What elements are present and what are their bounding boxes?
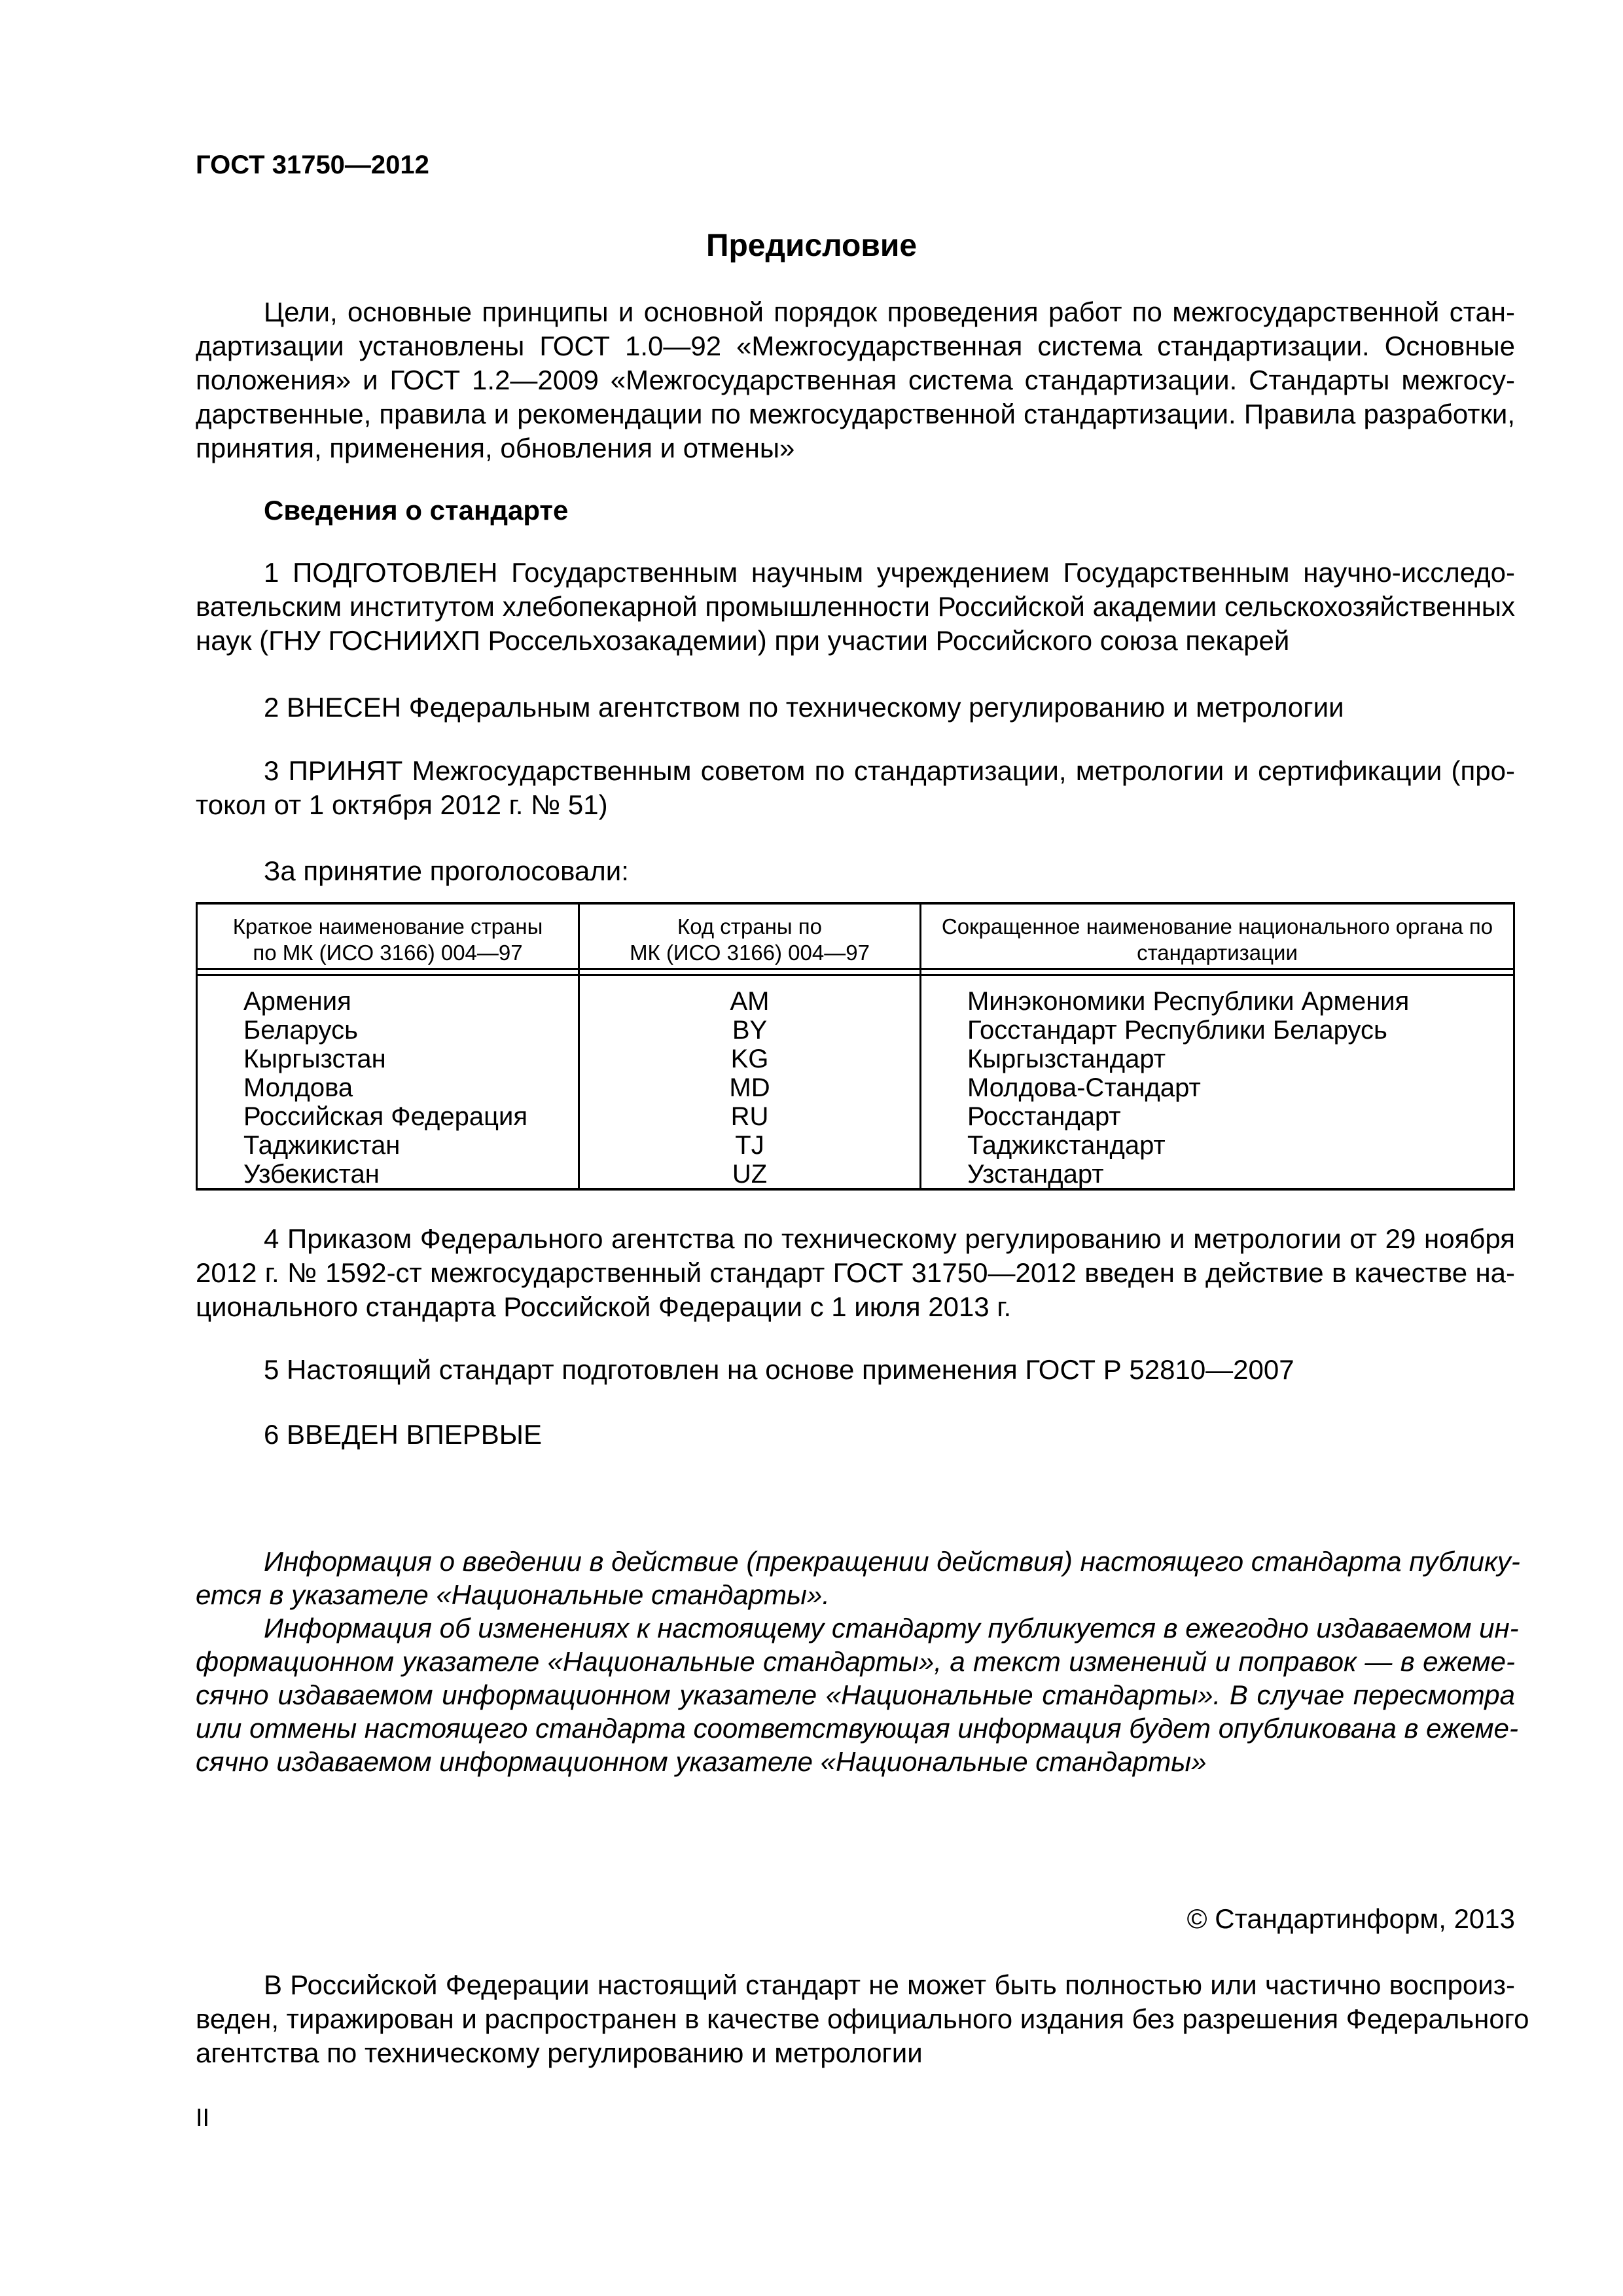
table-cell: RU [730, 1102, 769, 1131]
text-line: сячно издаваемом информационном указателе «Национальные стандарты». В случае пересмотра [196, 1679, 1515, 1710]
table-cell: KG [730, 1045, 769, 1073]
table-cell: UZ [732, 1160, 768, 1189]
text-line: 2012 г. № 1592-ст межгосударственный стандарт ГОСТ 31750—2012 введен в действие в качестве на- [196, 1257, 1515, 1288]
table-cell: Армения [243, 987, 351, 1016]
text-line: формационном указателе «Национальные стандарты», а текст изменений и поправок — в ежеме- [196, 1646, 1515, 1677]
text-line: дарственные, правила и рекомендации по межгосударственной стандартизации. Правила разработки, [196, 399, 1515, 429]
text-line: 1 ПОДГОТОВЛЕН Государственным научным учреждением Государственным научно-исследо- [264, 557, 1515, 588]
document-header: ГОСТ 31750—2012 [196, 151, 429, 179]
section-title: Сведения о стандарте [264, 495, 569, 526]
text-line: сячно издаваемом информационном указателе «Национальные стандарты» [196, 1746, 1207, 1777]
item-3 [196, 754, 1515, 822]
table-cell: Российская Федерация [243, 1102, 528, 1131]
column-header-body [921, 914, 1513, 966]
table-cell: AM [730, 987, 770, 1016]
table-cell: TJ [735, 1131, 764, 1160]
item-5: 5 Настоящий стандарт подготовлен на основе применения ГОСТ Р 52810—2007 [264, 1354, 1294, 1385]
text-line: В Российской Федерации настоящий стандарт не может быть полностью или частично воспроиз- [264, 1969, 1515, 2000]
text-line: ется в указателе «Национальные стандарты». [196, 1579, 830, 1610]
code-column [580, 987, 919, 1189]
text-line: ционального стандарта Российской Федерации с 1 июля 2013 г. [196, 1291, 1012, 1322]
voted-label: За принятие проголосовали: [264, 855, 629, 886]
page-number: II [196, 2104, 210, 2132]
item-1 [196, 556, 1515, 658]
table-cell: Кыргызстандарт [967, 1045, 1166, 1073]
text-line: Информация о введении в действие (прекращении действия) настоящего стандарта публику- [264, 1546, 1520, 1577]
table-cell: Госстандарт Республики Беларусь [967, 1016, 1387, 1045]
text-line: агентства по техническому регулированию и метрологии [196, 2037, 923, 2068]
page-title: Предисловие [705, 228, 918, 263]
text-line: токол от 1 октября 2012 г. № 51) [196, 789, 608, 820]
table-cell: BY [732, 1016, 768, 1045]
column-header-code [580, 914, 919, 966]
table-cell: Таджикистан [243, 1131, 401, 1160]
header-divider [198, 968, 1513, 970]
text-line: 3 ПРИНЯТ Межгосударственным советом по стандартизации, метрологии и сертификации (про- [264, 755, 1515, 786]
table-cell: Минэкономики Республики Армения [967, 987, 1410, 1016]
table-cell: Беларусь [243, 1016, 358, 1045]
item-2: 2 ВНЕСЕН Федеральным агентством по техническому регулированию и метрологии [264, 692, 1344, 723]
header-divider [198, 974, 1513, 976]
body-column [967, 987, 1409, 1189]
text-line: наук (ГНУ ГОСНИИХП Россельхозакадемии) при участии Российского союза пекарей [196, 625, 1290, 656]
header-line: Сокращенное наименование национального органа по [941, 914, 1493, 939]
table-cell: Молдова [243, 1073, 353, 1102]
header-line: Краткое наименование страны [232, 914, 543, 939]
notice-paragraph [196, 1968, 1529, 2070]
intro-paragraph [196, 295, 1515, 465]
text-line: положения» и ГОСТ 1.2—2009 «Межгосударственная система стандартизации. Стандарты межгосу- [196, 365, 1515, 395]
header-line: по МК (ИСО 3166) 004—97 [253, 941, 523, 965]
country-column [243, 987, 527, 1189]
text-line: Информация об изменениях к настоящему стандарту публикуется в ежегодно издаваемом ин- [264, 1613, 1519, 1643]
table-cell: Узстандарт [967, 1160, 1104, 1189]
column-header-country [198, 914, 578, 966]
table-cell: Росстандарт [967, 1102, 1121, 1131]
table-cell: Молдова-Стандарт [967, 1073, 1201, 1102]
text-line: дартизации установлены ГОСТ 1.0—92 «Межгосударственная система стандартизации. Основные [196, 331, 1515, 361]
text-line: вательским институтом хлебопекарной промышленности Российской академии сельскохозяйственных [196, 591, 1515, 622]
table-cell: Кыргызстан [243, 1045, 386, 1073]
item-4 [196, 1222, 1515, 1324]
voting-table [196, 902, 1515, 1191]
text-line: принятия, применения, обновления и отмены» [196, 433, 795, 463]
text-line: Цели, основные принципы и основной порядок проведения работ по межгосударственной стан- [264, 296, 1515, 327]
text-line: веден, тиражирован и распространен в качестве официального издания без разрешения Федерального [196, 2003, 1529, 2034]
text-line: 4 Приказом Федерального агентства по техническому регулированию и метрологии от 29 ноября [264, 1223, 1515, 1254]
header-line: Код страны по [677, 914, 822, 939]
header-line: МК (ИСО 3166) 004—97 [630, 941, 870, 965]
table-cell: Узбекистан [243, 1160, 380, 1189]
table-cell: Таджикстандарт [967, 1131, 1166, 1160]
text-line: или отмены настоящего стандарта соответствующая информация будет опубликована в ежеме- [196, 1713, 1518, 1744]
table-cell: MD [729, 1073, 770, 1102]
item-6: 6 ВВЕДЕН ВПЕРВЫЕ [264, 1419, 542, 1450]
copyright: © Стандартинформ, 2013 [1186, 1903, 1515, 1934]
info-note [196, 1545, 1520, 1778]
header-line: стандартизации [1137, 941, 1298, 965]
